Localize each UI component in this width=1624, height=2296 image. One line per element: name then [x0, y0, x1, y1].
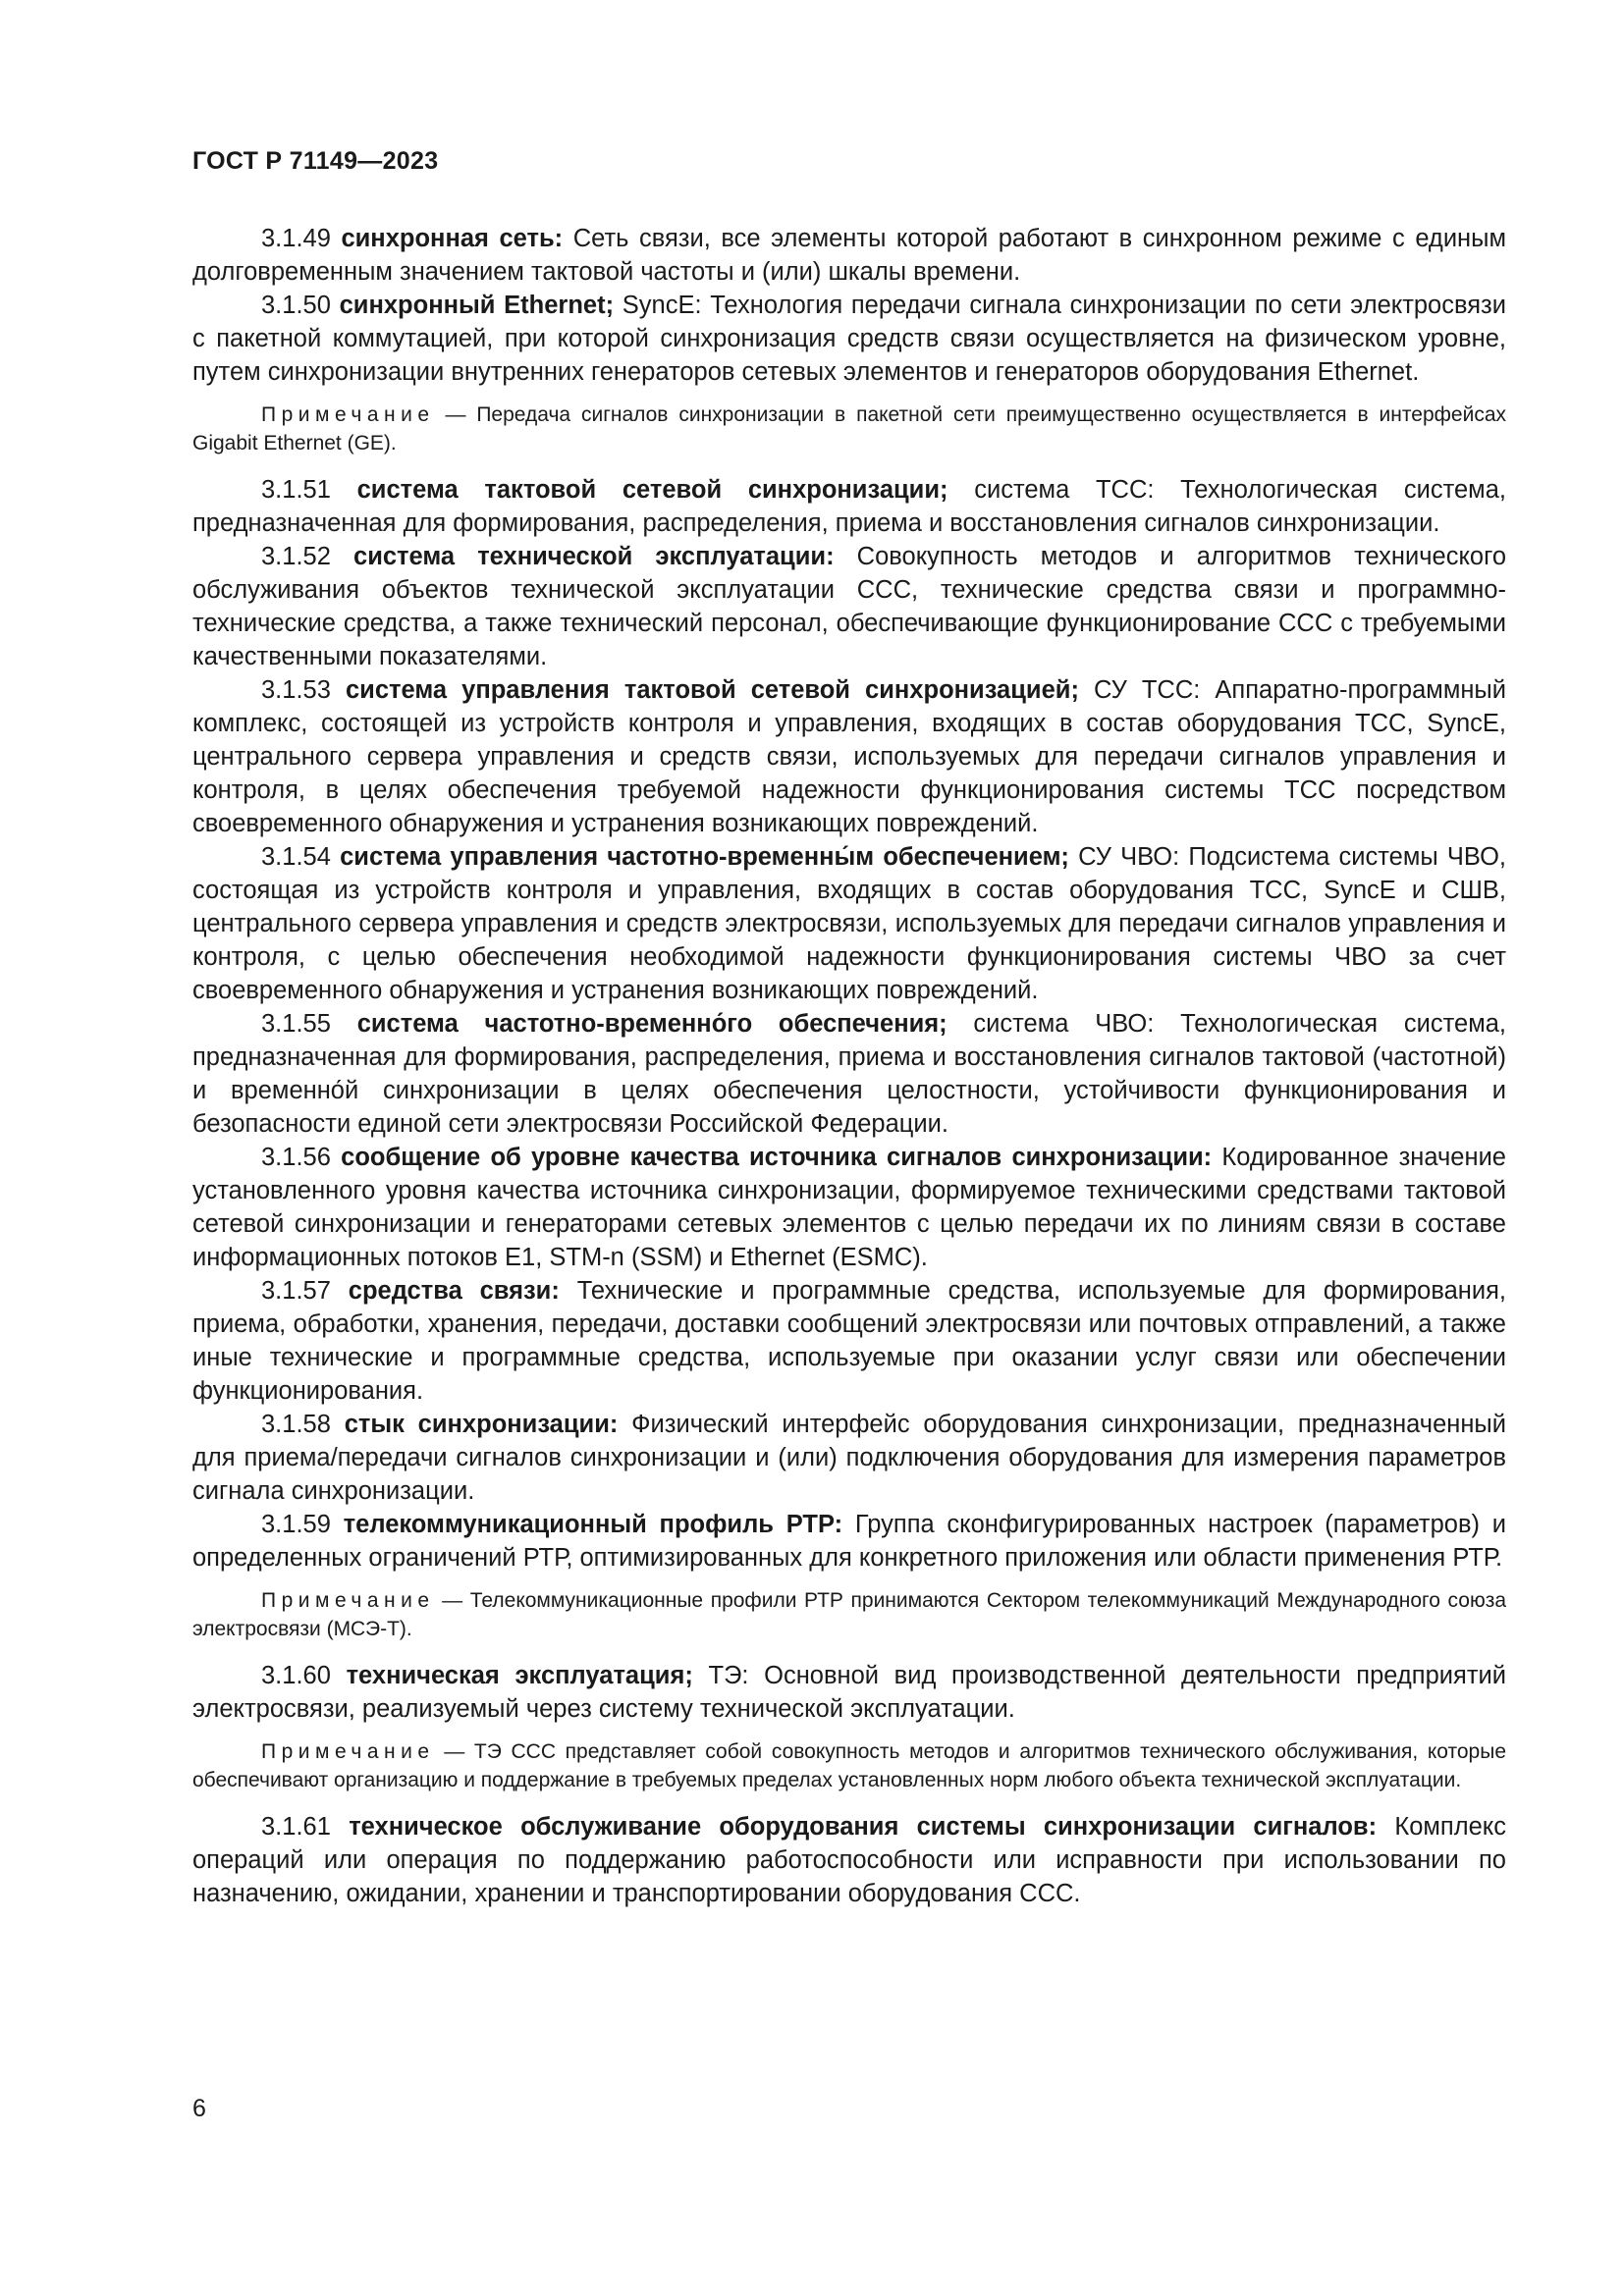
term-number: 3.1.54: [261, 843, 331, 871]
term-entry: [192, 1274, 1506, 1408]
term-entry: [192, 840, 1506, 1007]
note-text: — Передача сигналов синхронизации в пакетной сети преимущественно осуществляется в интерфейсах Gigabit Ethernet (GE).: [192, 403, 1506, 454]
term-entry: [192, 673, 1506, 840]
term-title: система управления частотно-временны́м обеспечением;: [340, 843, 1069, 871]
term-title: синхронная сеть:: [341, 225, 564, 252]
term-title: система технической эксплуатации:: [353, 543, 835, 570]
term-entry: [192, 1408, 1506, 1508]
note-label: Примечание: [261, 1740, 435, 1763]
term-title: телекоммуникационный профиль РТР:: [343, 1511, 843, 1538]
note-label: Примечание: [261, 1589, 435, 1612]
term-title: система тактовой сетевой синхронизации;: [356, 476, 948, 504]
note-text: — ТЭ ССС представляет собой совокупность методов и алгоритмов технического обслуживания, которые обеспечивают организацию и поддержание в требуемых пределах установленных норм любого объекта технической эксплуатации.: [192, 1740, 1506, 1791]
term-definition: SyncE: Технология передачи сигнала синхронизации по сети электросвязи с пакетной коммутацией, при которой синхронизация средств связи осуществляется на физическом уровне, путем синхронизации внутренних генераторов сетевых элементов и генераторов оборудования Ethernet.: [192, 292, 1506, 386]
term-entry: [192, 540, 1506, 673]
term-definition: Совокупность методов и алгоритмов технического обслуживания объектов технической эксплуатации ССС, технические средства связи и программно-технические средства, а также технический персонал, обеспечивающие функционирование ССС с требуемыми качественными показателями.: [192, 543, 1507, 670]
term-title: средства связи:: [348, 1277, 560, 1305]
term-entry: [192, 1810, 1506, 1910]
term-title: сообщение об уровне качества источника сигналов синхронизации:: [341, 1144, 1213, 1171]
term-definition: СУ ЧВО: Подсистема системы ЧВО, состоящая из устройств контроля и управления, входящих в состав оборудования ТСС, SyncE и СШВ, центрального сервера управления и средств электросвязи, используемых для передачи сигналов управления и контроля, с целью обеспечения необходимой надежности функционирования системы ЧВО за счет своевременного обнаружения и устранения возникающих повреждений.: [192, 843, 1506, 1004]
term-definition: система ТСС: Технологическая система, предназначенная для формирования, распределения, приема и восстановления сигналов синхронизации.: [192, 476, 1506, 537]
term-definition: СУ ТСС: Аппаратно-программный комплекс, состоящей из устройств контроля и управления, входящих в состав оборудования ТСС, SyncE, центрального сервера управления и средств связи, используемых для передачи сигналов управления и контроля, в целях обеспечения требуемой надежности функционирования системы ТСС посредством своевременного обнаружения и устранения возникающих повреждений.: [192, 676, 1507, 837]
term-number: 3.1.49: [261, 225, 331, 252]
term-number: 3.1.57: [261, 1277, 331, 1305]
term-title: система управления тактовой сетевой синхронизацией;: [345, 676, 1079, 704]
term-definition: Группа сконфигурированных настроек (параметров) и определенных ограничений РТР, оптимизированных для конкретного приложения или области применения РТР.: [192, 1511, 1506, 1572]
term-definition: ТЭ: Основной вид производственной деятельности предприятий электросвязи, реализуемый через систему технической эксплуатации.: [192, 1662, 1506, 1723]
terms-section: [192, 222, 1506, 1910]
term-definition: Кодированное значение установленного уровня качества источника синхронизации, формируемое техническими средствами тактовой сетевой синхронизации и генераторами сетевых элементов с целью передачи их по линиям связи в составе информационных потоков Е1, STM-n (SSM) и Ethernet (ESMC).: [192, 1144, 1506, 1271]
term-number: 3.1.56: [261, 1144, 331, 1171]
term-entry: [192, 1508, 1506, 1575]
term-definition: Физический интерфейс оборудования синхронизации, предназначенный для приема/передачи сигналов синхронизации и (или) подключения оборудования для измерения параметров сигнала синхронизации.: [192, 1411, 1506, 1505]
term-definition: Сеть связи, все элементы которой работают в синхронном режиме с единым долговременным значением тактовой частоты и (или) шкалы времени.: [192, 225, 1507, 286]
note-text: — Телекоммуникационные профили РТР принимаются Сектором телекоммуникаций Международного союза электросвязи (МСЭ-Т).: [192, 1589, 1506, 1640]
term-title: техническое обслуживание оборудования системы синхронизации сигналов:: [349, 1813, 1378, 1841]
note: [192, 1586, 1506, 1643]
term-entry: [192, 1007, 1506, 1141]
term-entry: [192, 1659, 1506, 1726]
note-label: Примечание: [261, 403, 435, 426]
term-title: система частотно-временно́го обеспечения;: [356, 1010, 947, 1038]
term-number: 3.1.55: [261, 1010, 331, 1038]
term-definition: Технические и программные средства, используемые для формирования, приема, обработки, хранения, передачи, доставки сообщений электросвязи или почтовых отправлений, а также иные технические и программные средства, используемые при оказании услуг связи или обеспечении функционирования.: [192, 1277, 1506, 1405]
term-definition: Комплекс операций или операция по поддержанию работоспособности или исправности при использовании по назначению, ожидании, хранении и транспортировании оборудования ССС.: [192, 1813, 1506, 1907]
term-number: 3.1.59: [261, 1511, 331, 1538]
term-number: 3.1.61: [261, 1813, 331, 1841]
term-number: 3.1.53: [261, 676, 331, 704]
term-number: 3.1.52: [261, 543, 331, 570]
term-entry: [192, 289, 1506, 389]
term-title: синхронный Ethernet;: [339, 292, 615, 319]
document-header: ГОСТ Р 71149—2023: [192, 147, 439, 175]
term-number: 3.1.51: [261, 476, 331, 504]
term-title: техническая эксплуатация;: [346, 1662, 693, 1689]
note: [192, 400, 1506, 457]
term-number: 3.1.60: [261, 1662, 331, 1689]
term-number: 3.1.58: [261, 1411, 331, 1438]
term-entry: [192, 222, 1506, 289]
note: [192, 1737, 1506, 1794]
term-definition: система ЧВО: Технологическая система, предназначенная для формирования, распределения, приема и восстановления сигналов тактовой (частотной) и временно́й синхронизации в целях обеспечения целостности, устойчивости функционирования и безопасности единой сети электросвязи Российской Федерации.: [192, 1010, 1506, 1138]
term-entry: [192, 1141, 1506, 1274]
page-number: 6: [192, 2095, 206, 2122]
term-number: 3.1.50: [261, 292, 331, 319]
term-entry: [192, 473, 1506, 540]
term-title: стык синхронизации:: [344, 1411, 619, 1438]
